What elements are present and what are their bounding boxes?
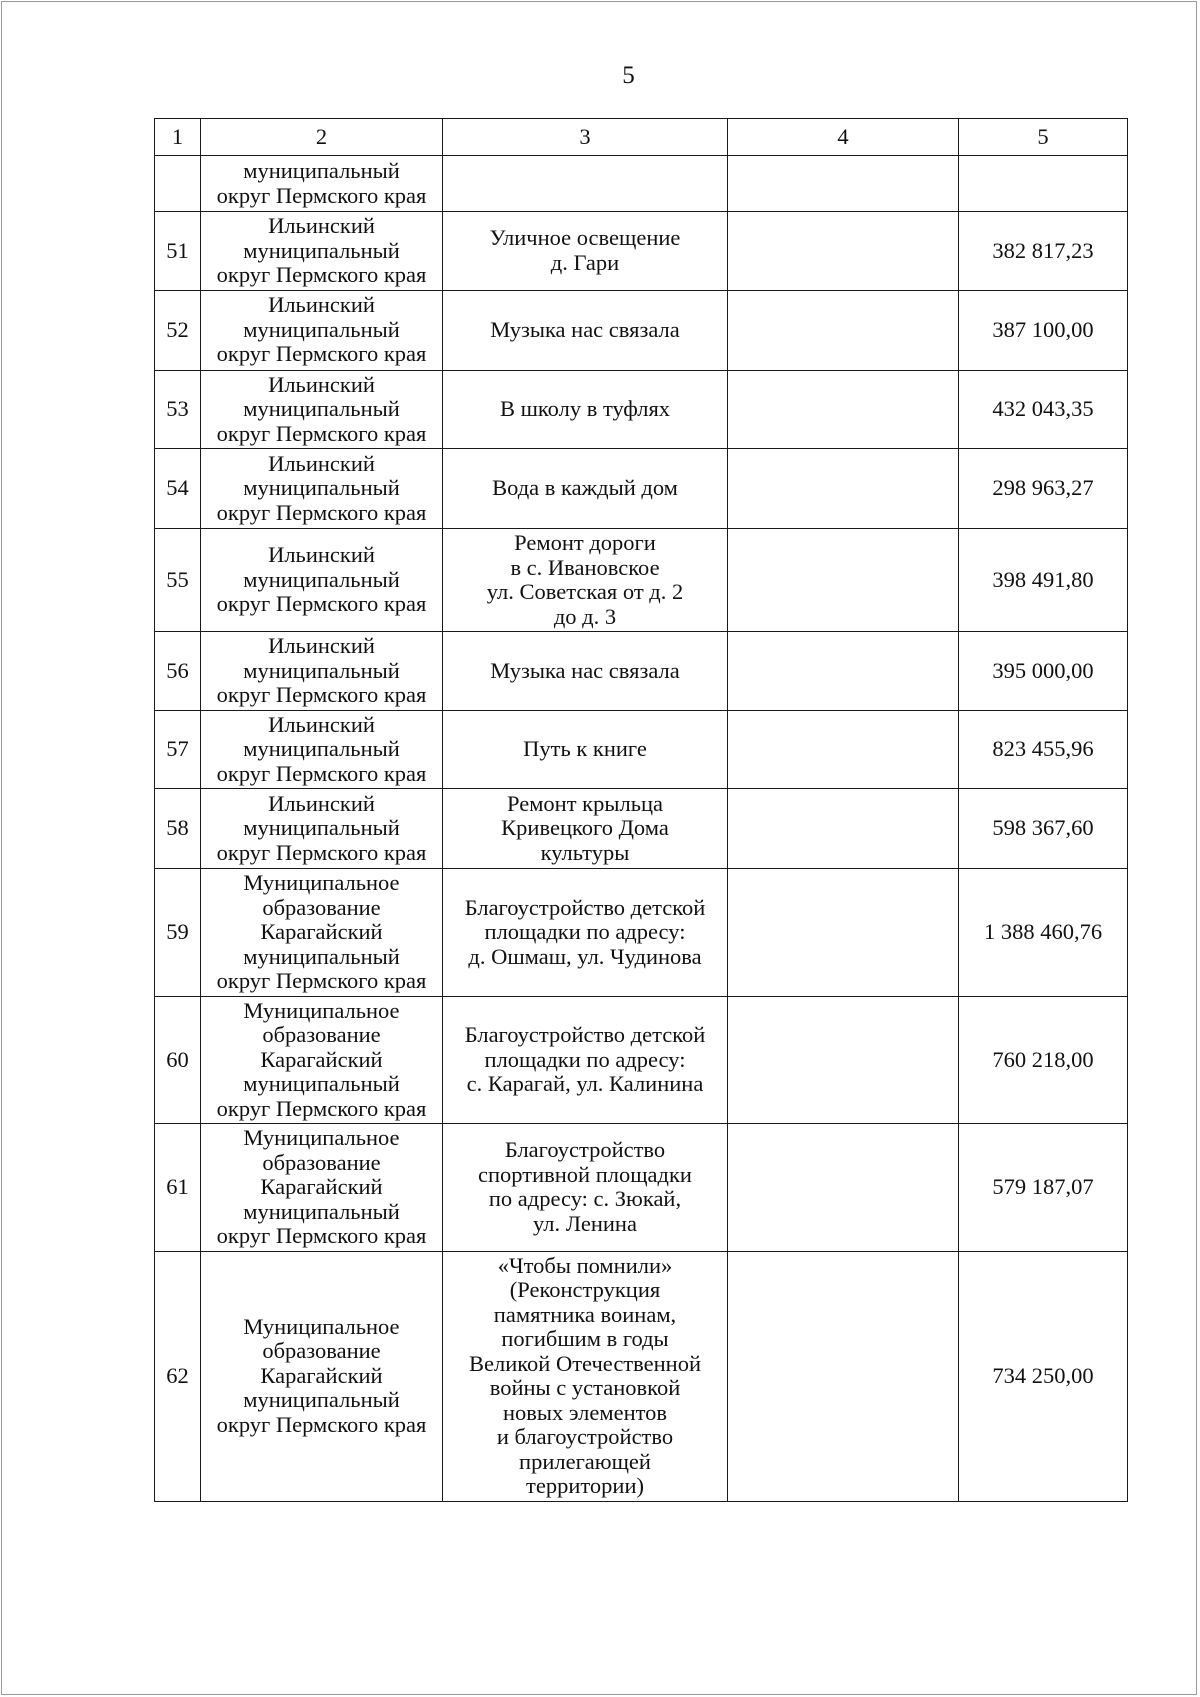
- table-row: [155, 789, 1128, 869]
- municipality-cell: Муниципальное образование Карагайский муниципальный округ Пермского края: [201, 1124, 443, 1252]
- municipality-cell: Ильинский муниципальный округ Пермского края: [201, 789, 443, 869]
- row-number-cell: 56: [155, 632, 201, 711]
- table-row: [155, 710, 1128, 789]
- amount-cell: 1 388 460,76: [959, 869, 1128, 997]
- column-4-cell: [728, 529, 959, 632]
- row-number-cell: 62: [155, 1251, 201, 1501]
- project-name-cell: Благоустройство спортивной площадки по адресу: с. Зюкай, ул. Ленина: [443, 1124, 728, 1252]
- column-4-cell: [728, 1251, 959, 1501]
- column-4-cell: [728, 710, 959, 789]
- amount-cell: 760 218,00: [959, 996, 1128, 1124]
- column-4-cell: [728, 632, 959, 711]
- table-row: [155, 529, 1128, 632]
- municipality-cell: Ильинский муниципальный округ Пермского края: [201, 710, 443, 789]
- amount-cell: 398 491,80: [959, 529, 1128, 632]
- header-cell-1: 1: [155, 119, 201, 156]
- row-number-cell: 52: [155, 290, 201, 370]
- amount-cell: 734 250,00: [959, 1251, 1128, 1501]
- header-cell-4: 4: [728, 119, 959, 156]
- column-4-cell: [728, 449, 959, 529]
- row-number-cell: [155, 156, 201, 212]
- project-name-cell: Путь к книге: [443, 710, 728, 789]
- amount-cell: 432 043,35: [959, 370, 1128, 449]
- municipality-cell: Муниципальное образование Карагайский муниципальный округ Пермского края: [201, 996, 443, 1124]
- table-row: [155, 212, 1128, 291]
- amount-cell: 823 455,96: [959, 710, 1128, 789]
- table-row: [155, 1251, 1128, 1501]
- table-row: [155, 449, 1128, 529]
- column-4-cell: [728, 156, 959, 212]
- project-name-cell: В школу в туфлях: [443, 370, 728, 449]
- row-number-cell: 53: [155, 370, 201, 449]
- column-4-cell: [728, 212, 959, 291]
- project-name-cell: [443, 156, 728, 212]
- table-row: [155, 290, 1128, 370]
- municipality-cell: Ильинский муниципальный округ Пермского края: [201, 529, 443, 632]
- municipality-cell: Ильинский муниципальный округ Пермского края: [201, 449, 443, 529]
- amount-cell: 387 100,00: [959, 290, 1128, 370]
- project-name-cell: «Чтобы помнили» (Реконструкция памятника воинам, погибшим в годы Великой Отечественной войны с установкой новых элементов и благоустройство прилегающей территории): [443, 1251, 728, 1501]
- table-row: [155, 370, 1128, 449]
- project-name-cell: Благоустройство детской площадки по адресу: с. Карагай, ул. Калинина: [443, 996, 728, 1124]
- project-name-cell: Вода в каждый дом: [443, 449, 728, 529]
- amount-cell: 298 963,27: [959, 449, 1128, 529]
- row-number-cell: 59: [155, 869, 201, 997]
- column-4-cell: [728, 869, 959, 997]
- row-number-cell: 60: [155, 996, 201, 1124]
- municipality-cell: Ильинский муниципальный округ Пермского края: [201, 632, 443, 711]
- row-number-cell: 57: [155, 710, 201, 789]
- municipality-cell: Ильинский муниципальный округ Пермского края: [201, 290, 443, 370]
- column-4-cell: [728, 789, 959, 869]
- column-4-cell: [728, 370, 959, 449]
- municipality-cell: муниципальный округ Пермского края: [201, 156, 443, 212]
- table-row: [155, 632, 1128, 711]
- municipality-cell: Муниципальное образование Карагайский муниципальный округ Пермского края: [201, 1251, 443, 1501]
- row-number-cell: 61: [155, 1124, 201, 1252]
- table-row: [155, 996, 1128, 1124]
- project-name-cell: Ремонт крыльца Кривецкого Дома культуры: [443, 789, 728, 869]
- header-cell-3: 3: [443, 119, 728, 156]
- amount-cell: 395 000,00: [959, 632, 1128, 711]
- row-number-cell: 54: [155, 449, 201, 529]
- table-header-row: [155, 119, 1128, 156]
- project-name-cell: Музыка нас связала: [443, 632, 728, 711]
- page-number: 5: [622, 62, 635, 89]
- project-name-cell: Благоустройство детской площадки по адресу: д. Ошмаш, ул. Чудинова: [443, 869, 728, 997]
- data-table: [154, 118, 1128, 1502]
- amount-cell: [959, 156, 1128, 212]
- header-cell-2: 2: [201, 119, 443, 156]
- amount-cell: 598 367,60: [959, 789, 1128, 869]
- amount-cell: 579 187,07: [959, 1124, 1128, 1252]
- municipality-cell: Муниципальное образование Карагайский муниципальный округ Пермского края: [201, 869, 443, 997]
- table-row: [155, 1124, 1128, 1252]
- municipality-cell: Ильинский муниципальный округ Пермского края: [201, 370, 443, 449]
- column-4-cell: [728, 290, 959, 370]
- row-number-cell: 51: [155, 212, 201, 291]
- project-name-cell: Музыка нас связала: [443, 290, 728, 370]
- row-number-cell: 55: [155, 529, 201, 632]
- table-row: [155, 869, 1128, 997]
- project-name-cell: Ремонт дороги в с. Ивановское ул. Советская от д. 2 до д. 3: [443, 529, 728, 632]
- table-row: [155, 156, 1128, 212]
- project-name-cell: Уличное освещение д. Гари: [443, 212, 728, 291]
- municipality-cell: Ильинский муниципальный округ Пермского края: [201, 212, 443, 291]
- row-number-cell: 58: [155, 789, 201, 869]
- amount-cell: 382 817,23: [959, 212, 1128, 291]
- column-4-cell: [728, 996, 959, 1124]
- column-4-cell: [728, 1124, 959, 1252]
- header-cell-5: 5: [959, 119, 1128, 156]
